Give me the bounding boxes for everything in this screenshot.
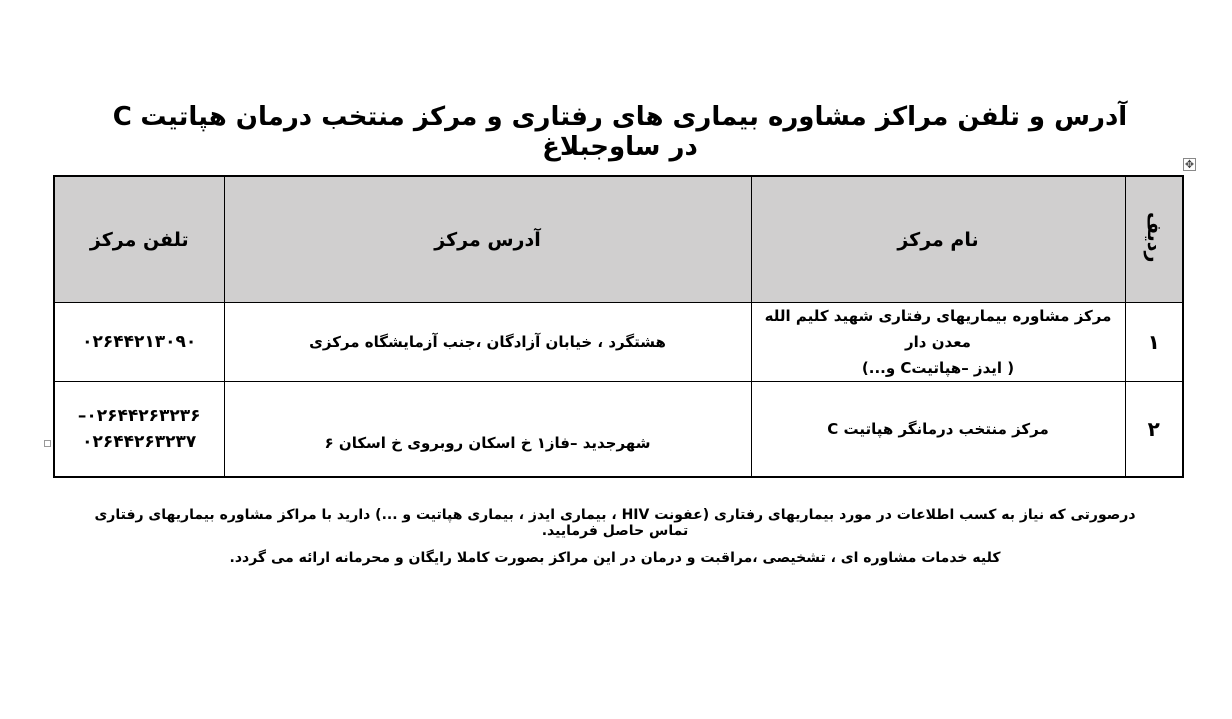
center-phone-alt: ۰۲۶۴۴۲۶۳۲۳۷ xyxy=(82,432,197,452)
row-number: ۱ xyxy=(1125,303,1183,382)
services-note: کلیه خدمات مشاوره ای ، تشخیصی ،مراقبت و درمان در این مراکز بصورت کاملا رایگان و محرمانه ارائه می گردد. xyxy=(229,550,1001,566)
header-row-number-label: ردیف xyxy=(1142,211,1165,263)
center-name-cell xyxy=(751,382,1125,478)
header-center-phone: تلفن مرکز xyxy=(54,176,224,303)
center-name-subtitle: ( ایدز –هپاتیتC و...) xyxy=(861,359,1015,377)
header-center-name: نام مرکز xyxy=(751,176,1125,303)
center-address: شهرجدید –فاز۱ خ اسکان روبروی خ اسکان ۶ xyxy=(224,382,751,478)
page-title: آدرس و تلفن مراکز مشاوره بیماری های رفتاری و مرکز منتخب درمان هپاتیت C در ساوجبلاغ xyxy=(112,102,1128,162)
center-name-cell xyxy=(751,303,1125,382)
table-row xyxy=(54,303,1183,382)
center-name: مرکز مشاوره بیماریهای رفتاری شهید کلیم الله معدن دار xyxy=(764,307,1112,351)
info-note: درصورتی که نیاز به کسب اطلاعات در مورد بیماریهای رفتاری (عفونت HIV ، بیماری ایدز ، بیماری هپاتیت و ...) دارید با مراکز مشاوره بیماریهای رفتاری تماس حاصل فرمایید. xyxy=(94,507,1136,539)
center-phone: ۰۲۶۴۴۲۶۳۲۳۶– xyxy=(77,406,201,426)
center-address: هشتگرد ، خیابان آزادگان ،جنب آزمایشگاه مرکزی xyxy=(224,303,751,382)
center-phone: ۰۲۶۴۴۲۱۳۰۹۰ xyxy=(54,303,224,382)
table-resize-handle[interactable] xyxy=(44,440,51,447)
centers-table xyxy=(53,175,1184,478)
table-header-row xyxy=(54,176,1183,303)
center-name: مرکز منتخب درمانگر هپاتیت C xyxy=(827,420,1049,438)
row-number: ۲ xyxy=(1125,382,1183,478)
table-row xyxy=(54,382,1183,478)
table-move-handle-icon[interactable]: ✥ xyxy=(1184,158,1195,171)
header-center-address: آدرس مرکز xyxy=(224,176,751,303)
header-row-number xyxy=(1125,176,1183,303)
center-phone-cell xyxy=(54,382,224,478)
